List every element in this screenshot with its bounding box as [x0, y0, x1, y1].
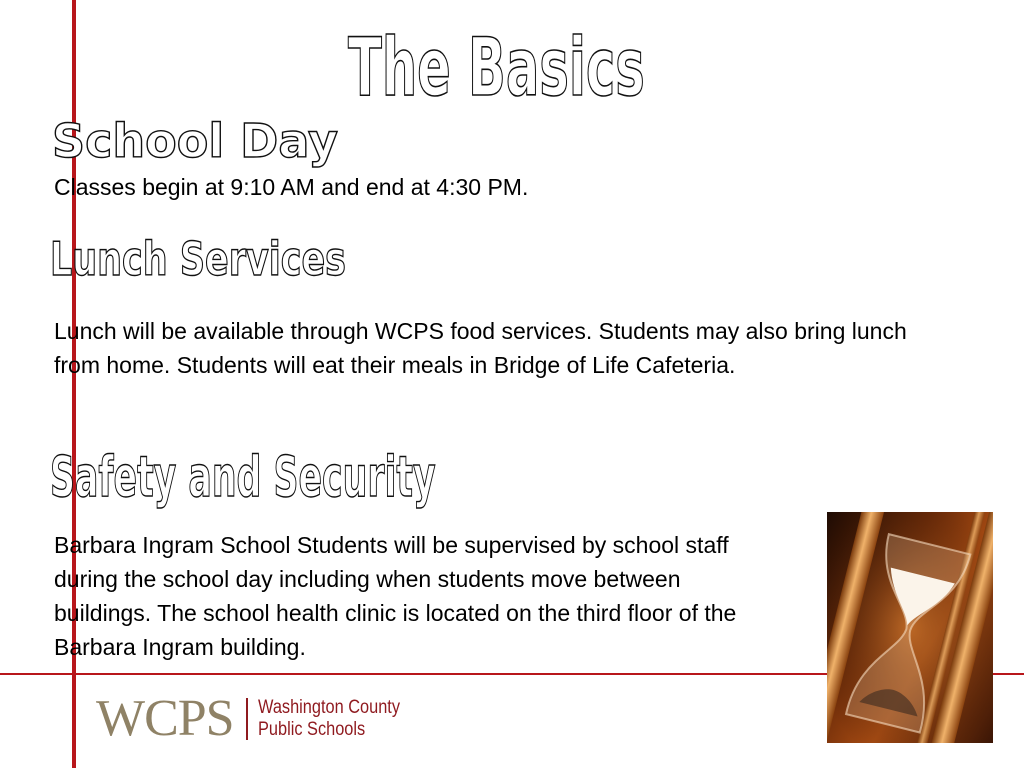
school-day-text: Classes begin at 9:10 AM and end at 4:30 PM. — [54, 174, 529, 200]
safety-and-security-text: Barbara Ingram School Students will be supervised by school staff during the school day including when students move between buildings. The school health clinic is located on the third floor of the Barbara Ingram building. — [54, 532, 737, 660]
logo-name-line2: Public Schools — [257, 719, 365, 740]
logo-mark: WCPS — [96, 690, 234, 747]
logo-name-line1: Washington County — [257, 697, 400, 718]
heading-lunch-services: Lunch Services — [50, 232, 346, 286]
wcps-logo — [96, 690, 423, 747]
heading-school-day: School Day — [52, 114, 338, 168]
logo-name — [258, 697, 423, 741]
slide-title: The Basics — [348, 21, 645, 114]
lunch-services-text: Lunch will be available through WCPS food services. Students may also bring lunch from home. Students will eat their meals in Bridge of Life Cafeteria. — [54, 318, 907, 378]
hourglass-photo — [827, 512, 993, 743]
hourglass-icon — [827, 512, 993, 743]
heading-safety-and-security: Safety and Security — [50, 445, 436, 510]
logo-divider — [246, 698, 248, 740]
